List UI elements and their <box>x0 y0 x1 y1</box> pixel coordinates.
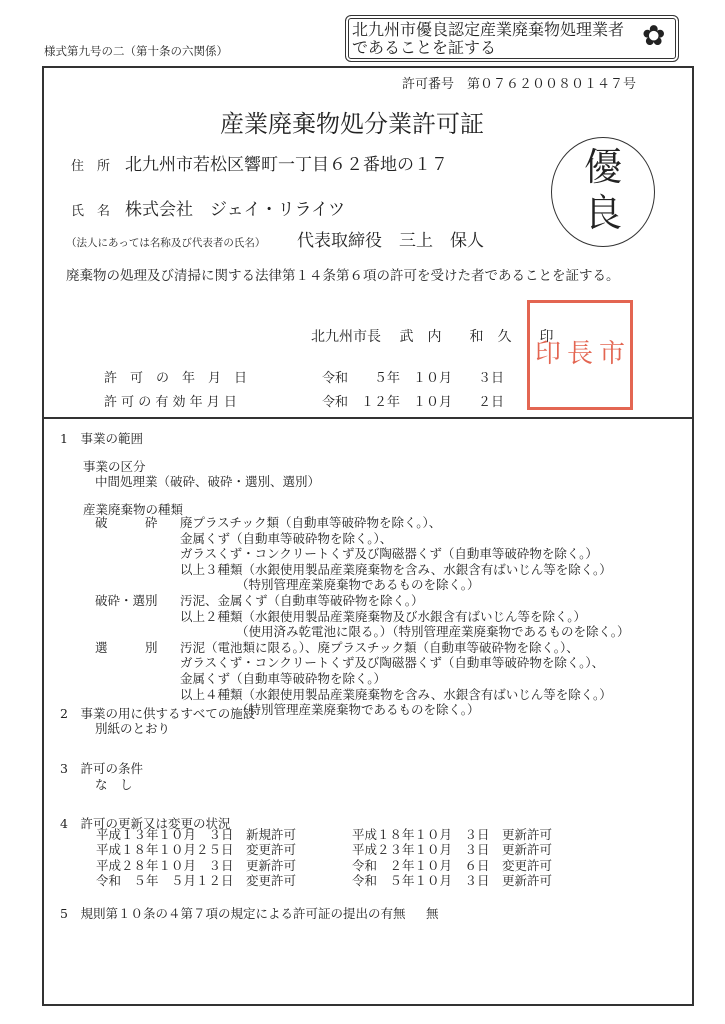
section-5-value: 無 <box>426 906 439 921</box>
name-label: 氏 名 <box>71 204 111 219</box>
history-entry: 平成１８年１０月 ３日 更新許可 <box>352 827 553 842</box>
history-entry: 令和 ５年１０月 ３日 更新許可 <box>352 872 553 888</box>
permit-date-value: 令和 ５年 １０月 ３日 <box>322 371 505 386</box>
waste-type-line: 以上４種類（水銀使用製品産業廃棄物を含み、水銀含有ばいじん等を除く。） <box>180 686 612 702</box>
excellent-mark-char-2: 良 <box>584 191 623 235</box>
address-label: 住 所 <box>71 159 111 174</box>
permit-date-label: 許 可 の 年 月 日 <box>104 371 248 386</box>
history-entry: 平成１８年１０月２５日 変更許可 <box>96 842 297 858</box>
waste-type-line: 以上３種類（水銀使用製品産業廃棄物を含み、水銀含有ばいじん等を除く。） <box>180 561 612 577</box>
waste-types-heading: 産業廃棄物の種類 <box>83 502 184 517</box>
history-entry: 平成２３年１０月 ３日 更新許可 <box>352 842 553 858</box>
waste-type-line: （特別管理産業廃棄物であるものを除く。） <box>236 577 480 593</box>
waste-process-label: 選 別 <box>95 639 158 655</box>
name-value: 株式会社 ジェイ・リライツ <box>125 200 346 220</box>
history-entry: 平成１３年１０月 ３日 新規許可 <box>96 827 297 842</box>
section-2-heading: 2 事業の用に供するすべての施設 <box>60 706 256 721</box>
permit-number: 許可番号 第０７６２００８０１４７号 <box>402 77 637 92</box>
section-1-heading: 1 事業の範囲 <box>60 431 143 446</box>
form-label: 様式第九号の二（第十条の六関係） <box>44 44 228 58</box>
representative-value: 代表取締役 三上 保人 <box>297 231 484 251</box>
section-3-heading: 3 許可の条件 <box>60 761 143 776</box>
waste-type-line: 廃プラスチック類（自動車等破砕物を除く。）、 <box>180 515 442 530</box>
excellent-mark-char-1: 優 <box>584 145 623 189</box>
waste-type-line: 汚泥、金属くず（自動車等破砕物を除く。） <box>180 593 424 608</box>
business-category-heading: 事業の区分 <box>83 459 146 474</box>
waste-process-label: 破 砕 <box>95 515 158 530</box>
expiry-date-value: 令和 １２年 １０月 ２日 <box>322 395 505 410</box>
waste-type-line: ガラスくず・コンクリートくず及び陶磁器くず（自動車等破砕物を除く。） <box>180 546 598 562</box>
mayor-name: 北九州市長 武 内 和 久 印 <box>311 329 554 345</box>
section-2-value: 別紙のとおり <box>95 721 171 736</box>
waste-type-line: 金属くず（自動車等破砕物を除く。）、 <box>180 530 393 546</box>
waste-type-line: 以上２種類（水銀使用製品産業廃棄物及び水銀含有ばいじん等を除く。） <box>180 608 587 624</box>
waste-type-line: ガラスくず・コンクリートくず及び陶磁器くず（自動車等破砕物を除く。）、 <box>180 655 605 671</box>
business-category-value: 中間処理業（破砕、破砕・選別、選別） <box>95 474 321 489</box>
expiry-date-label: 許 可 の 有 効 年 月 日 <box>104 395 237 410</box>
official-seal-stamp: 印 長 市 <box>527 300 633 410</box>
page-title: 産業廃棄物処分業許可証 <box>220 110 484 138</box>
history-entry: 令和 ５年 ５月１２日 変更許可 <box>96 872 297 888</box>
waste-type-line: （使用済み乾電池に限る。）（特別管理産業廃棄物であるものを除く。） <box>236 624 630 640</box>
divider <box>42 417 694 419</box>
address-value: 北九州市若松区響町一丁目６２番地の１７ <box>125 155 448 175</box>
city-emblem-icon: ✿ <box>642 19 666 52</box>
excellent-certification-badge <box>345 15 679 62</box>
waste-process-label: 破砕・選別 <box>95 593 158 608</box>
excellent-mark <box>551 137 655 247</box>
waste-type-line: （特別管理産業廃棄物であるものを除く。） <box>236 702 480 718</box>
badge-line-2: であることを証する <box>352 38 497 57</box>
badge-line-1: 北九州市優良認定産業廃棄物処理業者 <box>352 20 625 39</box>
certification-statement: 廃棄物の処理及び清掃に関する法律第１４条第６項の許可を受けた者であることを証する。 <box>66 268 620 284</box>
waste-type-line: 金属くず（自動車等破砕物を除く。） <box>180 671 387 686</box>
section-5-heading: 5 規則第１０条の４第７項の規定による許可証の提出の有無 <box>60 906 406 921</box>
section-4-heading: 4 許可の更新又は変更の状況 <box>60 816 231 831</box>
history-entry: 令和 ２年１０月 ６日 変更許可 <box>352 857 553 873</box>
waste-type-line: 汚泥（電池類に限る。）、廃プラスチック類（自動車等破砕物を除く。）、 <box>180 639 579 655</box>
section-3-value: な し <box>95 777 133 792</box>
representative-note: （法人にあっては名称及び代表者の氏名） <box>66 237 266 249</box>
history-entry: 平成２８年１０月 ３日 更新許可 <box>96 857 297 873</box>
